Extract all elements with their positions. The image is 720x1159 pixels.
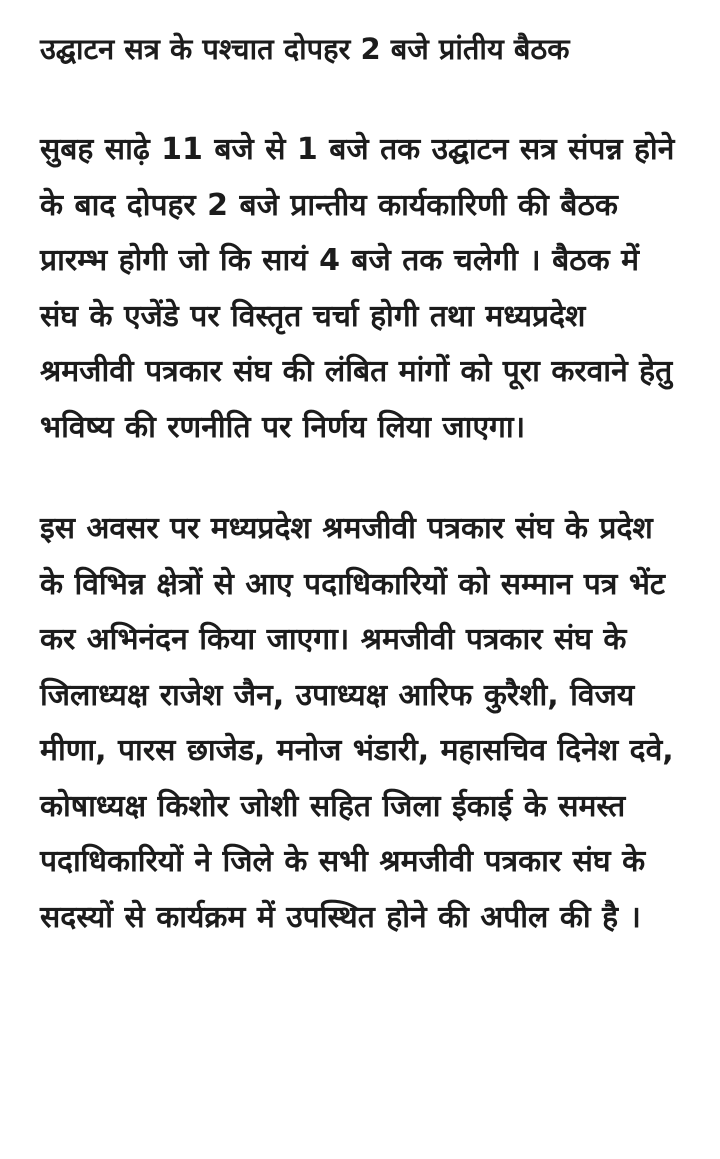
article-paragraph-felicitation: इस अवसर पर मध्यप्रदेश श्रमजीवी पत्रकार संघ के प्रदेश के विभिन्न क्षेत्रों से आए पदाधिकारियों को सम्मान पत्र भेंट कर अभिनंदन किया जाएगा। श्रमजीवी पत्रकार संघ के जिलाध्यक्ष राजेश जैन, उपाध्यक्ष आरिफ कुरैशी, विजय मीणा, पारस छाजेड, मनोज भंडारी, महासचिव दिनेश दवे, कोषाध्यक्ष किशोर जोशी सहित जिला ईकाई के समस्त पदाधिकारियों ने जिले के सभी श्रमजीवी पत्रकार संघ के सदस्यों से कार्यक्रम में उपस्थित होने की अपील की है । [40,511,674,935]
article-headline: उद्घाटन सत्र के पश्चात दोपहर 2 बजे प्रांतीय बैठक [40,32,570,66]
article-paragraph-meeting: सुबह साढ़े 11 बजे से 1 बजे तक उद्घाटन सत्र संपन्न होने के बाद दोपहर 2 बजे प्रान्तीय कार्यकारिणी की बैठक प्रारम्भ होगी जो कि सायं 4 बजे तक चलेगी । बैठक में संघ के एजेंडे पर विस्तृत चर्चा होगी तथा मध्यप्रदेश श्रमजीवी पत्रकार संघ की लंबित मांगों को पूरा करवाने हेतु भविष्य की रणनीति पर निर्णय लिया जाएगा। [40,132,675,445]
